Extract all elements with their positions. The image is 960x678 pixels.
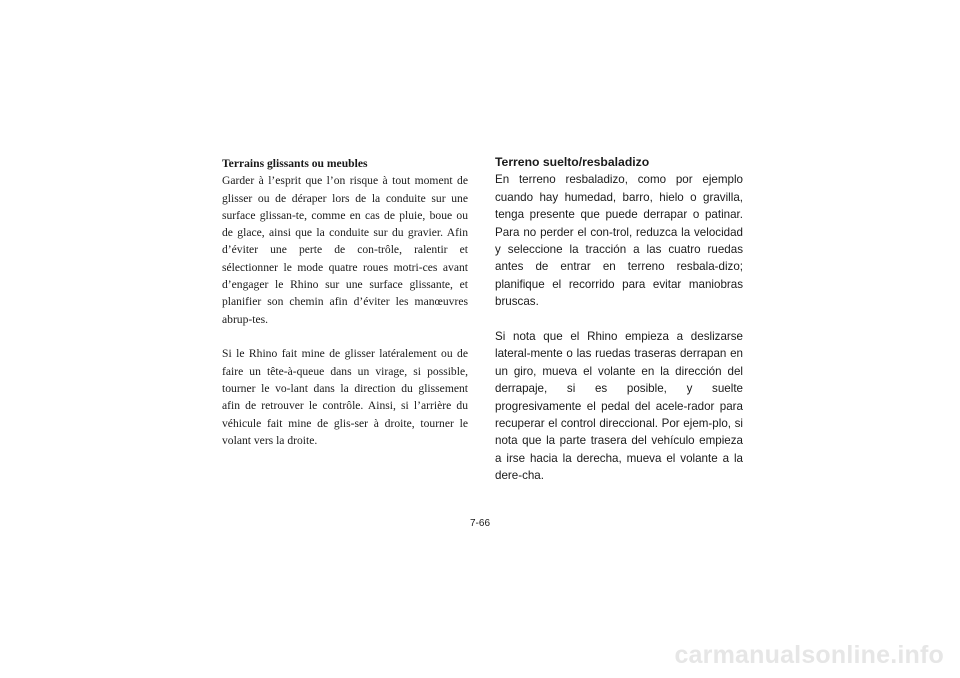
watermark: carmanualsonline.info [674, 641, 944, 669]
spanish-paragraph-2: Si nota que el Rhino empieza a deslizarse lateral-mente o las ruedas traseras derrapan en un giro, mueva el volante en la dirección del derrapaje, si es posible, y suelte progresivamente el pedal del acele-rador para recuperar el control direccional. Por ejem-plo, si nota que la parte trasera del vehículo empieza a irse hacia la derecha, mueva el volante a la dere-cha. [495, 330, 743, 483]
french-heading: Terrains glissants ou meubles [222, 157, 368, 170]
spanish-column [495, 154, 743, 485]
french-paragraph-2: Si le Rhino fait mine de glisser latéralement ou de faire un tête-à-queue dans un virage, si possible, tourner le vo-lant dans la direction du glissement afin de retrouver le contrôle. Ainsi, si l’arrière du véhicule fait mine de glis-ser à droite, tourner le volant vers la droite. [222, 347, 468, 447]
spanish-paragraph-1: En terreno resbaladizo, como por ejemplo cuando hay humedad, barro, hielo o gravilla, tenga presente que puede derrapar o patinar. Para no perder el con-trol, reduzca la velocidad y seleccione la tracción a las cuatro ruedas antes de entrar en terreno resbala-dizo; planifique el recorrido para evitar maniobras bruscas. [495, 173, 743, 309]
french-column [222, 155, 468, 449]
spanish-heading: Terreno suelto/resbaladizo [495, 155, 650, 169]
page-number: 7-66 [469, 518, 490, 529]
french-paragraph-1: Garder à l’esprit que l’on risque à tout moment de glisser ou de déraper lors de la conduite sur une surface glissan-te, comme en cas de pluie, boue ou de glace, ainsi que la conduite sur du gravier. Afin d’éviter une perte de con-trôle, ralentir et sélectionner le mode quatre roues motri-ces avant d’engager le Rhino sur une surface glissante, et planifier son chemin afin d’éviter les manœuvres abrup-tes. [222, 174, 468, 326]
